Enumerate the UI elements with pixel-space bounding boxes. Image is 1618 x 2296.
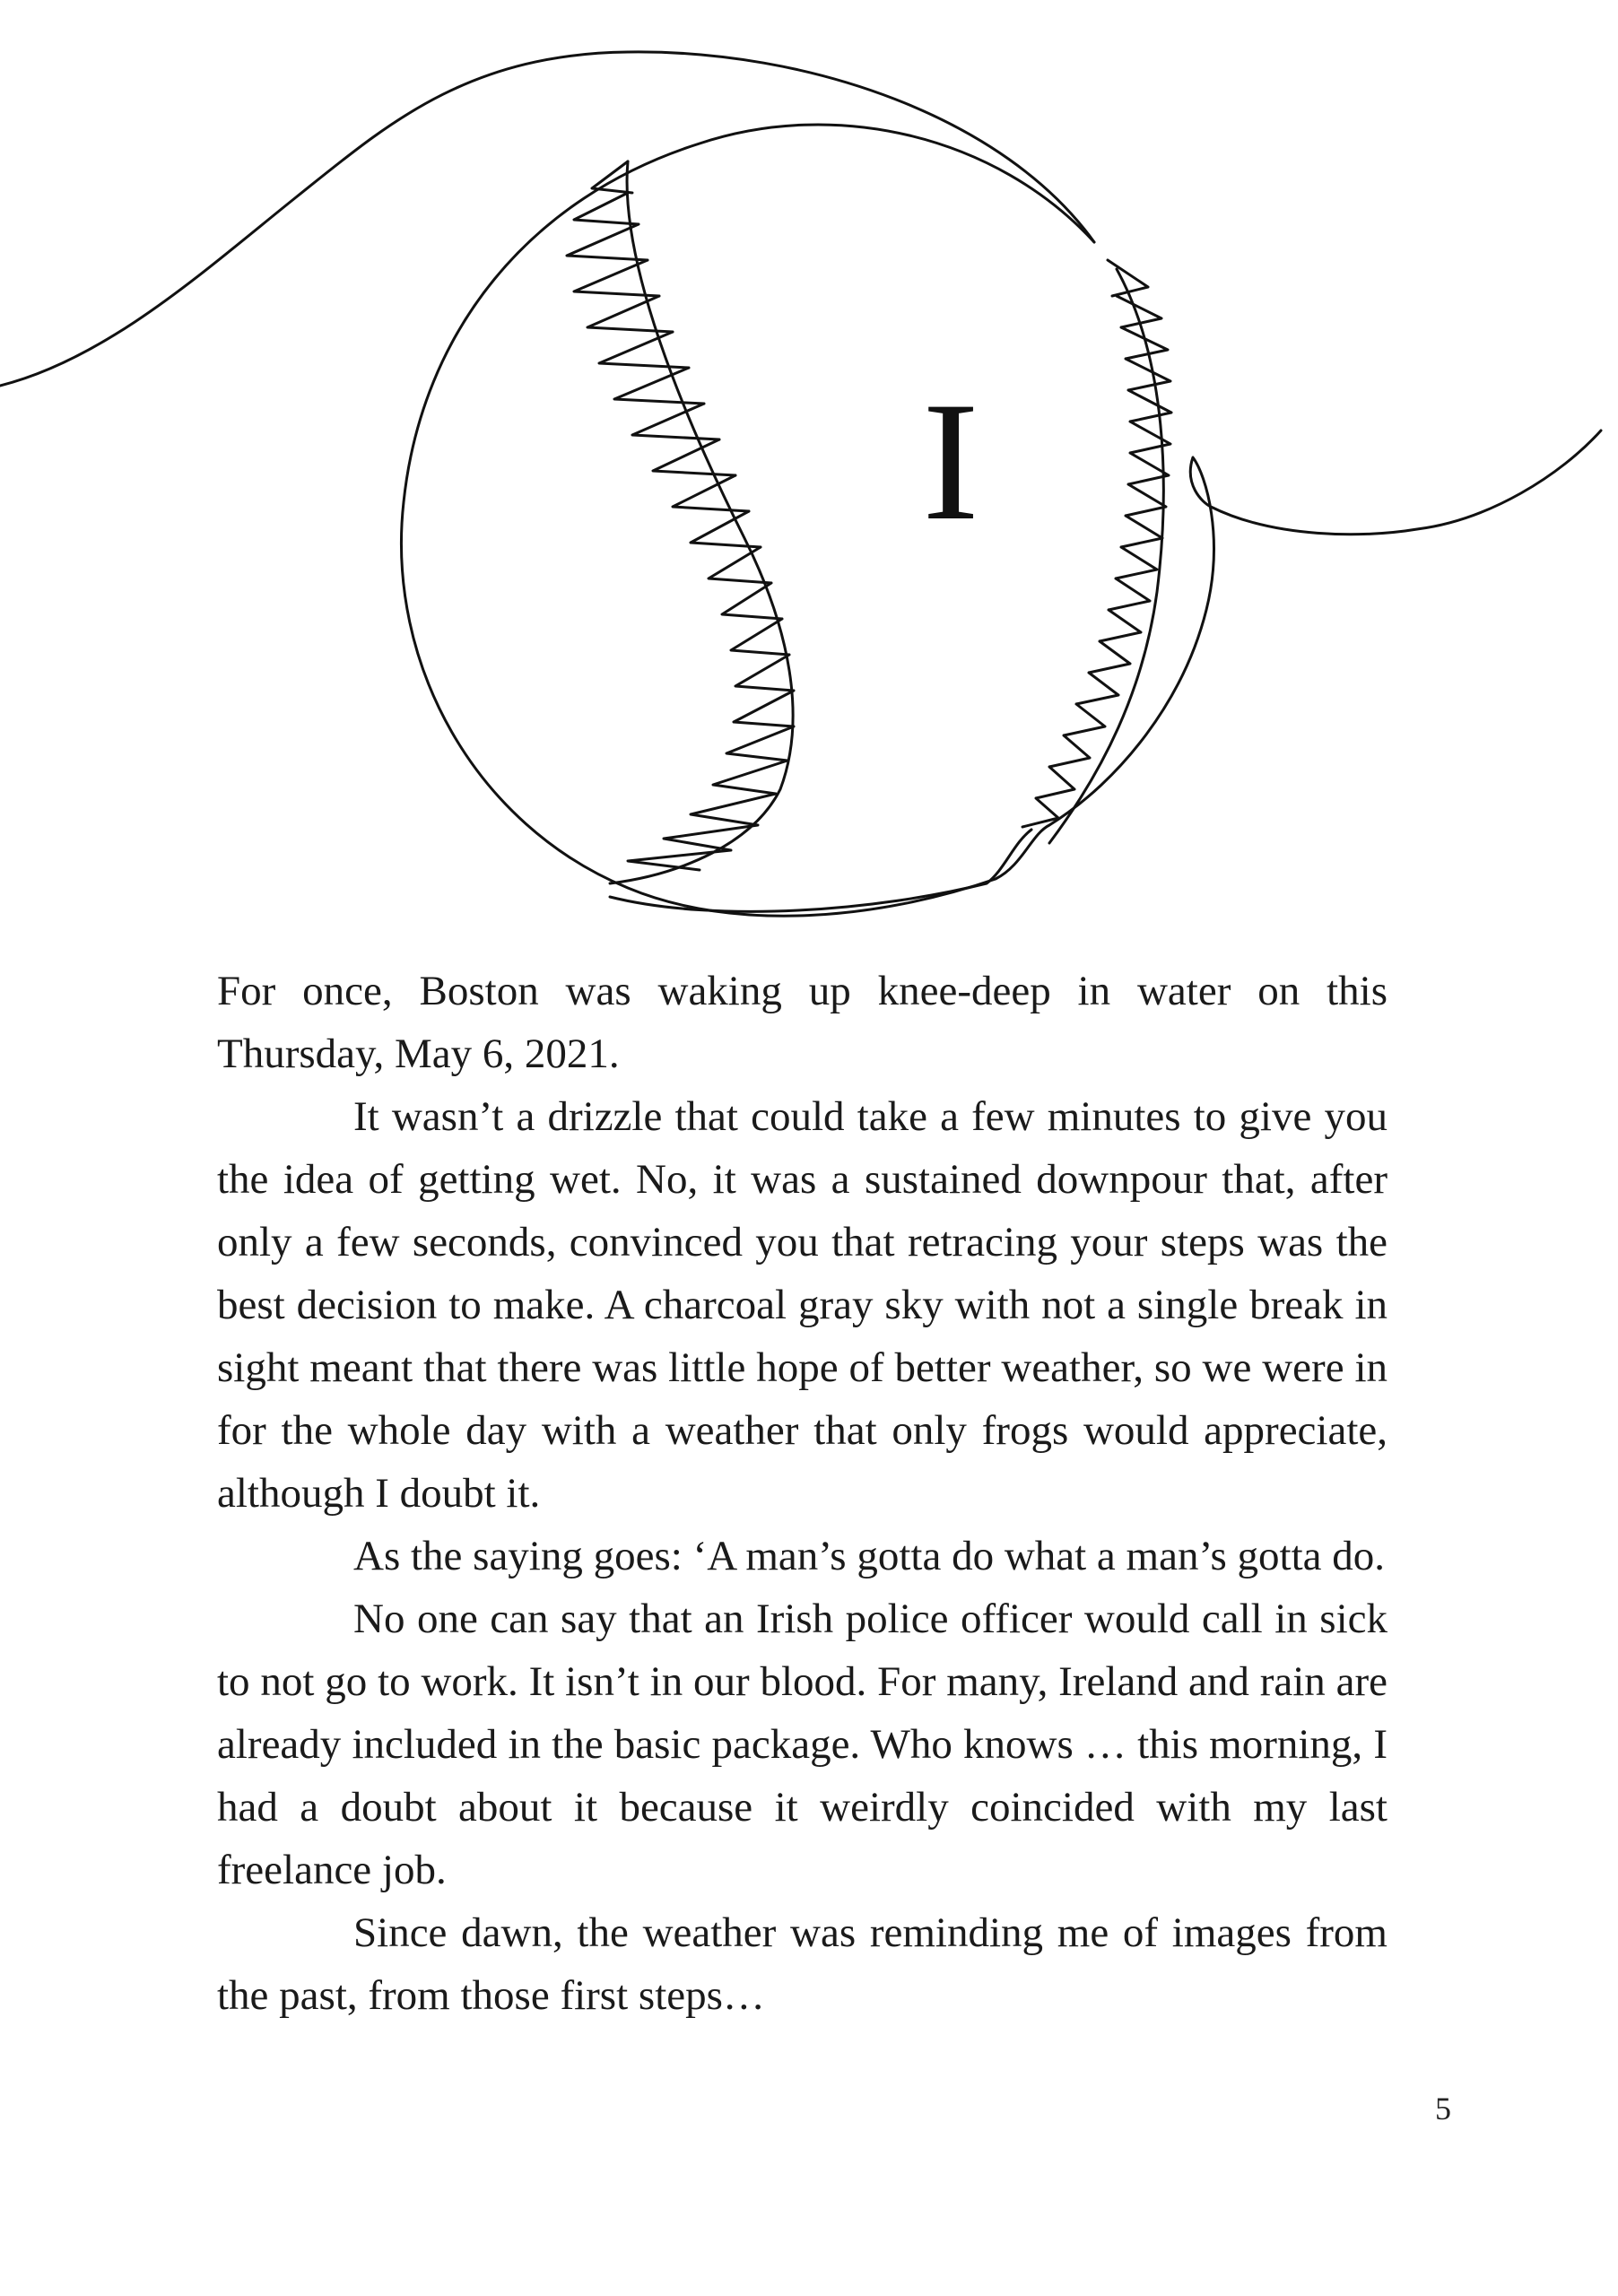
page-number: 5	[1435, 2091, 1451, 2126]
paragraph: As the saying goes: ‘A man’s gotta do what a man’s gotta do.	[353, 1533, 1386, 1579]
paragraph: For once, Boston was waking up knee-deep in water on this Thursday, May 6, 2021.	[217, 968, 1387, 1077]
baseball-line-drawing-icon	[0, 36, 1618, 933]
paragraph: No one can say that an Irish police officer would call in sick to not go to work. It isn’t in our blood. For many, Ireland and rain are already included in the basic package. Who knows … this morning, I had a doubt about it because it weirdly coincided with my last freelance job.	[217, 1596, 1387, 1893]
right-seam-stitches	[1022, 260, 1171, 827]
left-seam-stitches	[567, 161, 794, 870]
paragraph: Since dawn, the weather was reminding me of images from the past, from those first steps…	[217, 1909, 1387, 2019]
body-text	[217, 960, 1387, 2027]
left-seam	[610, 161, 793, 883]
chapter-number: I	[922, 368, 979, 556]
paragraph: It wasn’t a drizzle that could take a few minutes to give you the idea of getting wet. No, it was a sustained downpour that, after only a few seconds, convinced you that retracing your steps was the best decision to make. A charcoal gray sky with not a single break in sight meant that there was little hope of better weather, so we were in for the whole day with a weather that only frogs would appreciate, although I doubt it.	[217, 1093, 1387, 1517]
flowing-line-left	[0, 52, 1094, 386]
